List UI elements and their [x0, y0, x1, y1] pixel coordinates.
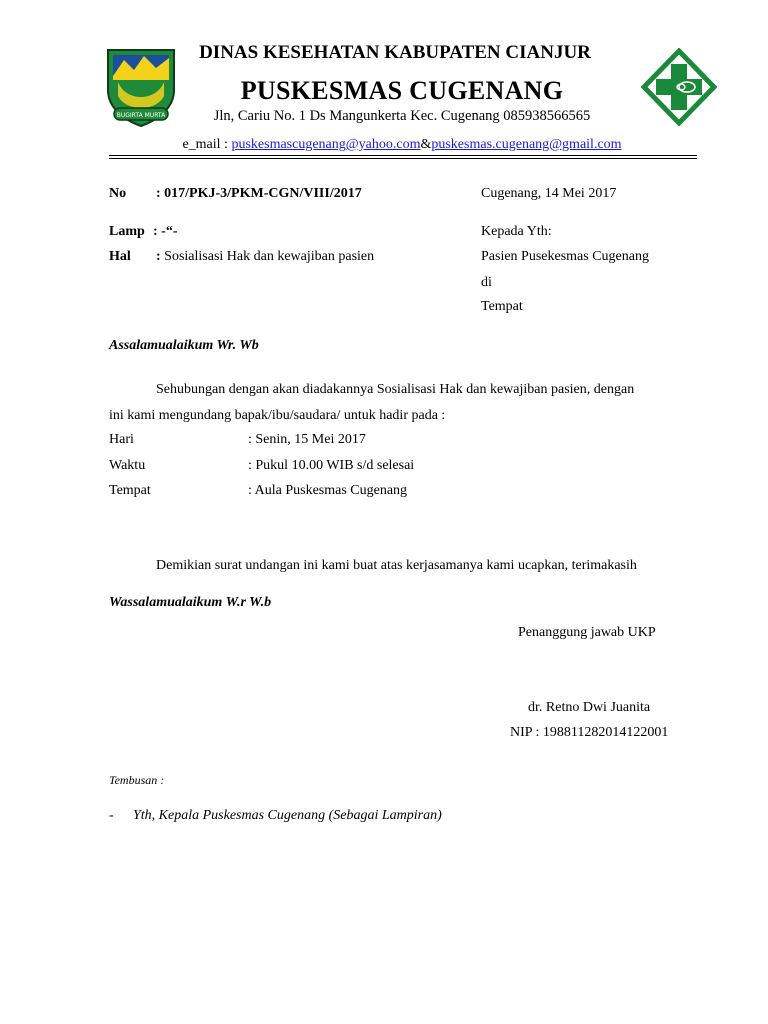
email-line: [0, 137, 768, 153]
lamp-label: Lamp: [109, 224, 145, 239]
opening-greeting: Assalamualaikum Wr. Wb: [109, 338, 259, 353]
email-link-yahoo[interactable]: puskesmascugenang@yahoo.com: [231, 137, 421, 152]
paragraph-1-line-2: ini kami mengundang bapak/ibu/saudara/ untuk hadir pada :: [109, 408, 446, 423]
letter-date: Cugenang, 14 Mei 2017: [481, 186, 617, 201]
hal-line: [156, 249, 374, 265]
signature-role: Penanggung jawab UKP: [518, 625, 656, 640]
detail-label-hari: Hari: [109, 432, 134, 447]
address-line: Jln, Cariu No. 1 Ds Mangunkerta Kec. Cugenang 085938566565: [213, 108, 591, 124]
email-label: e_mail :: [182, 137, 232, 152]
no-value: : 017/PKJ-3/PKM-CGN/VIII/2017: [156, 186, 362, 201]
recipient-line-1: Kepada Yth:: [481, 224, 552, 239]
detail-value-tempat: : Aula Puskesmas Cugenang: [248, 483, 408, 498]
recipient-line-4: Tempat: [481, 299, 523, 314]
hal-value: Sosialisasi Hak dan kewajiban pasien: [160, 249, 375, 264]
puskesmas-title: PUSKESMAS CUGENANG: [240, 76, 564, 105]
closing-paragraph: Demikian surat undangan ini kami buat atas kerjasamanya kami ucapkan, terimakasih: [156, 558, 637, 573]
detail-value-hari: : Senin, 15 Mei 2017: [248, 432, 366, 447]
hal-colon: :: [156, 249, 161, 264]
signature-name: dr. Retno Dwi Juanita: [528, 700, 651, 715]
emblem-motto: BUGIRTA MURTA: [116, 112, 166, 119]
no-label: No: [109, 186, 127, 201]
email-separator: &: [420, 137, 432, 152]
cc-label: Tembusan :: [109, 773, 165, 787]
detail-value-waktu: : Pukul 10.00 WIB s/d selesai: [248, 458, 415, 473]
email-link-gmail[interactable]: puskesmas.cugenang@gmail.com: [431, 137, 622, 152]
closing-greeting: Wassalamualaikum W.r W.b: [109, 595, 272, 610]
lamp-value: : -“-: [153, 224, 178, 239]
signature-nip: NIP : 198811282014122001: [510, 725, 669, 740]
hal-label: Hal: [109, 249, 131, 264]
cc-bullet: -: [109, 808, 114, 823]
recipient-line-3: di: [481, 275, 492, 290]
header-divider-bottom: [109, 158, 697, 159]
detail-label-tempat: Tempat: [109, 483, 151, 498]
agency-title: DINAS KESEHATAN KABUPATEN CIANJUR: [199, 42, 591, 63]
paragraph-1-line-1: Sehubungan dengan akan diadakannya Sosialisasi Hak dan kewajiban pasien, dengan: [156, 382, 635, 397]
detail-label-waktu: Waktu: [109, 458, 146, 473]
cc-item: Yth, Kepala Puskesmas Cugenang (Sebagai Lampiran): [133, 808, 442, 823]
header-divider-top: [109, 155, 697, 156]
recipient-line-2: Pasien Pusekesmas Cugenang: [481, 249, 649, 264]
